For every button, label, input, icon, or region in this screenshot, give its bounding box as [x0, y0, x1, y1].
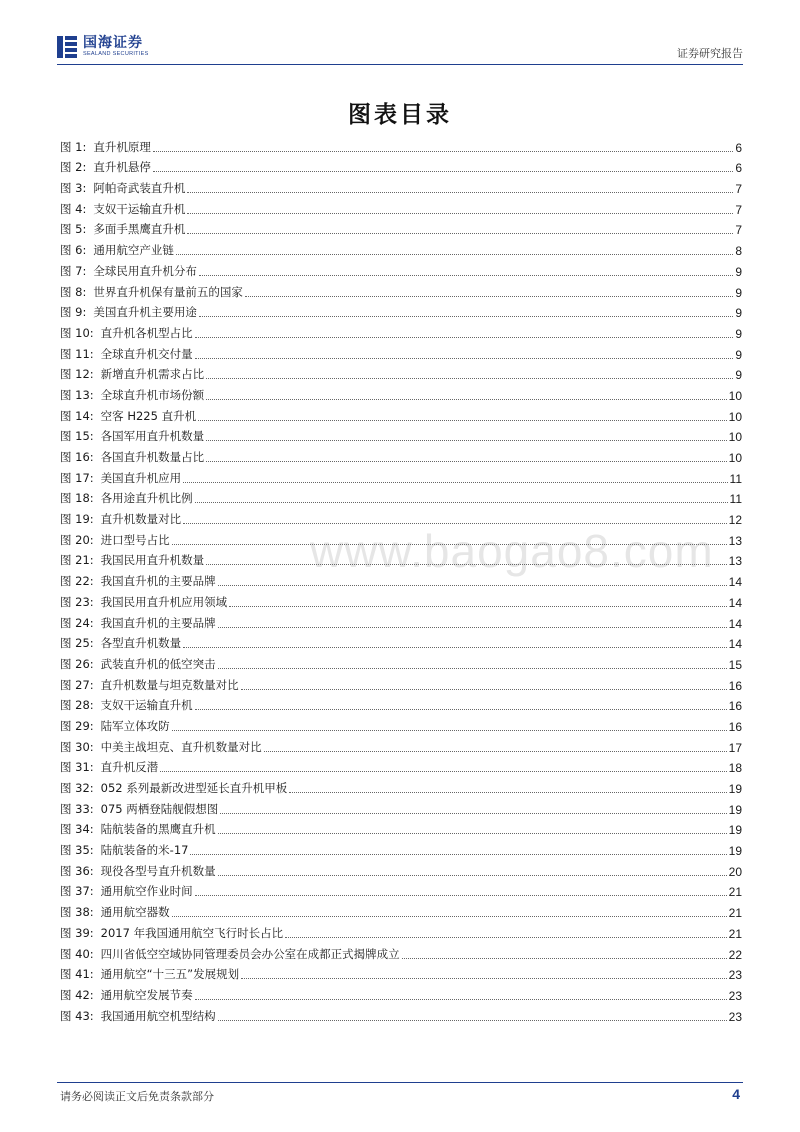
- toc-entry[interactable]: [60, 320, 742, 341]
- toc-figure-title: 多面手黑鹰直升机: [93, 222, 186, 237]
- toc-entry[interactable]: [60, 424, 742, 445]
- toc-dot-leader: [218, 627, 727, 628]
- toc-page-number: 6: [735, 140, 742, 155]
- toc-page-number: 21: [728, 906, 742, 921]
- toc-figure-label: 图 6:: [60, 243, 87, 258]
- toc-page-number: 14: [728, 595, 742, 610]
- toc-page-number: 17: [728, 740, 742, 755]
- toc-dot-leader: [206, 440, 726, 441]
- toc-page-number: 21: [728, 885, 742, 900]
- toc-figure-title: 直升机原理: [93, 139, 151, 154]
- toc-page-number: 20: [728, 864, 742, 879]
- toc-page-number: 23: [728, 968, 742, 983]
- toc-page-number: 22: [728, 947, 742, 962]
- toc-page-number: 19: [728, 823, 742, 838]
- toc-figure-title: 075 两栖登陆舰假想图: [100, 801, 219, 816]
- toc-dot-leader: [190, 854, 726, 855]
- toc-figure-title: 陆航装备的黑鹰直升机: [100, 822, 216, 837]
- toc-dot-leader: [183, 523, 726, 524]
- toc-dot-leader: [198, 420, 727, 421]
- toc-dot-leader: [195, 502, 728, 503]
- toc-dot-leader: [176, 254, 733, 255]
- toc-figure-label: 图 37:: [60, 884, 94, 899]
- toc-dot-leader: [195, 337, 734, 338]
- toc-dot-leader: [153, 151, 733, 152]
- toc-dot-leader: [402, 958, 727, 959]
- toc-figure-title: 陆航装备的米-17: [100, 843, 189, 858]
- toc-entry[interactable]: [60, 589, 742, 610]
- toc-entry[interactable]: [60, 341, 742, 362]
- toc-entry[interactable]: [60, 858, 742, 879]
- report-type-label: 证券研究报告: [677, 47, 743, 60]
- toc-figure-title: 新增直升机需求占比: [100, 367, 205, 382]
- toc-figure-label: 图 28:: [60, 698, 94, 713]
- toc-figure-label: 图 20:: [60, 532, 94, 547]
- toc-entry[interactable]: [60, 1003, 742, 1024]
- toc-entry[interactable]: [60, 941, 742, 962]
- toc-page-number: 7: [735, 223, 742, 238]
- toc-entry[interactable]: [60, 920, 742, 941]
- toc-figure-label: 图 40:: [60, 946, 94, 961]
- toc-entry[interactable]: [60, 382, 742, 403]
- toc-figure-label: 图 2:: [60, 160, 87, 175]
- toc-entry[interactable]: [60, 258, 742, 279]
- toc-entry[interactable]: [60, 817, 742, 838]
- toc-figure-label: 图 38:: [60, 905, 94, 920]
- toc-figure-label: 图 4:: [60, 201, 87, 216]
- toc-figure-title: 直升机悬停: [93, 160, 151, 175]
- header-divider: [57, 64, 743, 65]
- toc-figure-title: 我国通用航空机型结构: [100, 1008, 216, 1023]
- toc-figure-title: 中美主战坦克、直升机数量对比: [100, 739, 262, 754]
- toc-entry[interactable]: [60, 217, 742, 238]
- toc-figure-label: 图 35:: [60, 843, 94, 858]
- toc-dot-leader: [187, 213, 733, 214]
- toc-figure-title: 全球直升机市场份额: [100, 387, 205, 402]
- toc-figure-title: 美国直升机应用: [100, 470, 182, 485]
- toc-page-number: 19: [728, 782, 742, 796]
- toc-figure-title: 陆军立体攻防: [100, 718, 170, 733]
- toc-page-number: 23: [728, 988, 742, 1003]
- toc-entry[interactable]: [60, 527, 742, 548]
- toc-dot-leader: [218, 875, 727, 876]
- toc-dot-leader: [241, 978, 727, 979]
- toc-entry[interactable]: [60, 962, 742, 983]
- toc-figure-title: 我国民用直升机数量: [100, 553, 205, 568]
- toc-page-number: 16: [728, 699, 742, 714]
- watermark: www.baogao8.com: [310, 525, 714, 577]
- toc-figure-title: 美国直升机主要用途: [93, 305, 197, 320]
- page-title: 图表目录: [348, 101, 452, 128]
- toc-dot-leader: [229, 606, 726, 607]
- toc-entry[interactable]: [60, 279, 742, 300]
- toc-entry[interactable]: [60, 237, 742, 258]
- toc-figure-title: 各用途直升机比例: [100, 491, 193, 506]
- toc-figure-title: 052 系列最新改进型延长直升机甲板: [100, 781, 288, 795]
- toc-figure-label: 图 15:: [60, 429, 94, 444]
- toc-figure-label: 图 19:: [60, 512, 94, 527]
- toc-figure-title: 通用航空发展节奏: [100, 987, 193, 1002]
- toc-figure-label: 图 26:: [60, 656, 94, 671]
- toc-figure-title: 直升机数量与坦克数量对比: [100, 677, 239, 692]
- toc-figure-title: 支奴干运输直升机: [93, 201, 186, 216]
- toc-dot-leader: [183, 482, 727, 483]
- toc-page-number: 9: [735, 264, 742, 279]
- toc-page-number: 10: [728, 409, 742, 424]
- toc-page-number: 11: [729, 471, 742, 486]
- toc-page-number: 10: [728, 430, 742, 445]
- logo-english-name: SEALAND SECURITIES: [83, 51, 149, 58]
- toc-figure-label: 图 34:: [60, 822, 94, 837]
- toc-figure-label: 图 12:: [60, 367, 94, 382]
- toc-dot-leader: [172, 730, 727, 731]
- toc-page-number: 19: [728, 802, 742, 817]
- toc-entry[interactable]: [60, 300, 742, 321]
- toc-page-number: 14: [728, 637, 742, 652]
- toc-dot-leader: [218, 1020, 727, 1021]
- toc-dot-leader: [218, 585, 727, 586]
- toc-figure-title: 全球民用直升机分布: [93, 263, 197, 278]
- toc-figure-title: 通用航空作业时间: [100, 884, 193, 899]
- toc-entry[interactable]: [60, 631, 742, 652]
- toc-entry[interactable]: [60, 506, 742, 527]
- toc-entry[interactable]: [60, 444, 742, 465]
- toc-figure-title: 支奴干运输直升机: [100, 698, 193, 713]
- toc-dot-leader: [187, 192, 733, 193]
- toc-entry[interactable]: [60, 755, 742, 776]
- toc-figure-title: 直升机各机型占比: [100, 325, 193, 340]
- toc-entry[interactable]: [60, 465, 742, 486]
- toc-page-number: 9: [735, 347, 742, 362]
- toc-entry[interactable]: [60, 693, 742, 714]
- toc-figure-title: 各国直升机数量占比: [100, 450, 205, 464]
- toc-figure-label: 图 16:: [60, 450, 94, 464]
- toc-dot-leader: [245, 296, 733, 297]
- toc-dot-leader: [206, 378, 733, 379]
- toc-dot-leader: [153, 171, 733, 172]
- toc-figure-label: 图 30:: [60, 739, 94, 754]
- toc-figure-title: 四川省低空空域协同管理委员会办公室在成都正式揭牌成立: [100, 946, 400, 961]
- toc-figure-label: 图 10:: [60, 325, 94, 340]
- toc-figure-title: 我国直升机的主要品牌: [100, 615, 216, 630]
- toc-entry[interactable]: [60, 734, 742, 755]
- toc-figure-label: 图 9:: [60, 305, 87, 320]
- toc-figure-label: 图 33:: [60, 801, 94, 816]
- toc-page-number: 10: [728, 451, 742, 465]
- toc-figure-label: 图 11:: [60, 346, 94, 361]
- toc-entry[interactable]: [60, 175, 742, 196]
- toc-page-number: 13: [728, 533, 742, 548]
- toc-page-number: 18: [728, 761, 742, 776]
- toc-figure-label: 图 21:: [60, 553, 94, 568]
- toc-dot-leader: [183, 647, 726, 648]
- toc-figure-label: 图 17:: [60, 470, 94, 485]
- toc-figure-title: 阿帕奇武装直升机: [93, 181, 186, 196]
- toc-page-number: 9: [735, 306, 742, 321]
- toc-figure-title: 通用航空“十三五”发展规划: [100, 967, 240, 982]
- page-number: 4: [732, 1086, 740, 1102]
- toc-dot-leader: [206, 399, 726, 400]
- toc-dot-leader: [206, 564, 726, 565]
- toc-dot-leader: [195, 358, 734, 359]
- toc-figure-label: 图 3:: [60, 181, 87, 196]
- toc-dot-leader: [172, 916, 727, 917]
- toc-entry[interactable]: [60, 713, 742, 734]
- logo-chinese-name: 国海证券: [83, 35, 143, 52]
- toc-dot-leader: [289, 792, 726, 793]
- toc-page-number: 7: [735, 202, 742, 217]
- toc-figure-title: 世界直升机保有量前五的国家: [93, 284, 243, 299]
- toc-figure-label: 图 18:: [60, 491, 94, 506]
- toc-dot-leader: [199, 316, 733, 317]
- toc-figure-label: 图 41:: [60, 967, 94, 982]
- toc-entry[interactable]: [60, 196, 742, 217]
- toc-page-number: 10: [728, 388, 742, 403]
- toc-entry[interactable]: [60, 672, 742, 693]
- toc-figure-title: 2017 年我国通用航空飞行时长占比: [100, 925, 284, 940]
- toc-entry[interactable]: [60, 879, 742, 900]
- toc-entry[interactable]: [60, 362, 742, 383]
- toc-figure-label: 图 25:: [60, 636, 94, 651]
- toc-figure-label: 图 23:: [60, 594, 94, 609]
- toc-figure-label: 图 39:: [60, 925, 94, 940]
- toc-figure-title: 各国军用直升机数量: [100, 429, 205, 444]
- toc-figure-title: 各型直升机数量: [100, 636, 182, 651]
- toc-entry[interactable]: [60, 568, 742, 589]
- toc-figure-label: 图 36:: [60, 863, 94, 878]
- toc-figure-label: 图 5:: [60, 222, 87, 237]
- toc-figure-label: 图 42:: [60, 987, 94, 1002]
- toc-dot-leader: [206, 461, 726, 462]
- toc-figure-title: 空客 H225 直升机: [100, 408, 197, 423]
- footer-disclaimer: 请务必阅读正文后免责条款部分: [60, 1090, 214, 1103]
- toc-dot-leader: [218, 833, 727, 834]
- toc-figure-title: 通用航空产业链: [93, 243, 174, 258]
- toc-entry[interactable]: [60, 610, 742, 631]
- toc-page-number: 11: [729, 492, 742, 507]
- toc-figure-label: 图 27:: [60, 677, 94, 692]
- toc-page-number: 12: [728, 513, 742, 528]
- toc-dot-leader: [160, 771, 726, 772]
- toc-figure-label: 图 1:: [60, 139, 87, 154]
- toc-figure-label: 图 31:: [60, 760, 94, 775]
- toc-figure-label: 图 13:: [60, 387, 94, 402]
- toc-page-number: 14: [728, 616, 742, 631]
- toc-page-number: 14: [728, 575, 742, 590]
- toc-page-number: 23: [728, 1009, 742, 1024]
- toc-entry[interactable]: [60, 796, 742, 817]
- toc-dot-leader: [195, 895, 727, 896]
- toc-entry[interactable]: [60, 548, 742, 569]
- toc-entry[interactable]: [60, 899, 742, 920]
- toc-dot-leader: [285, 937, 727, 938]
- toc-figure-title: 现役各型号直升机数量: [100, 863, 216, 878]
- toc-figure-title: 直升机反潜: [100, 760, 159, 775]
- toc-page-number: 9: [735, 285, 742, 300]
- toc-page-number: 19: [728, 844, 742, 859]
- toc-figure-title: 通用航空器数: [100, 905, 170, 920]
- toc-entry[interactable]: [60, 486, 742, 507]
- toc-page-number: 9: [735, 368, 742, 383]
- toc-figure-label: 图 29:: [60, 718, 94, 733]
- toc-page-number: 7: [735, 182, 742, 197]
- toc-figure-label: 图 14:: [60, 408, 94, 423]
- company-logo: [57, 36, 149, 58]
- toc-figure-label: 图 8:: [60, 284, 87, 299]
- toc-entry[interactable]: [60, 982, 742, 1003]
- toc-entry[interactable]: [60, 403, 742, 424]
- toc-figure-title: 进口型号占比: [100, 532, 170, 547]
- toc-dot-leader: [195, 999, 727, 1000]
- toc-figure-label: 图 32:: [60, 781, 94, 795]
- toc-page-number: 13: [728, 554, 742, 569]
- toc-entry[interactable]: [60, 155, 742, 176]
- toc-entry[interactable]: [60, 775, 742, 796]
- toc-dot-leader: [195, 709, 727, 710]
- toc-figure-label: 图 22:: [60, 574, 94, 589]
- toc-entry[interactable]: [60, 651, 742, 672]
- toc-dot-leader: [172, 544, 727, 545]
- toc-page-number: 9: [735, 326, 742, 341]
- toc-dot-leader: [199, 275, 733, 276]
- toc-figure-title: 武装直升机的低空突击: [100, 656, 216, 671]
- toc-dot-leader: [241, 689, 727, 690]
- toc-entry[interactable]: [60, 134, 742, 155]
- figure-toc-list: [60, 134, 742, 1024]
- toc-dot-leader: [218, 668, 727, 669]
- page-header: [57, 30, 743, 64]
- toc-page-number: 8: [735, 244, 742, 259]
- footer-divider: [57, 1082, 743, 1083]
- toc-page-number: 16: [728, 719, 742, 734]
- toc-dot-leader: [220, 813, 726, 814]
- toc-page-number: 21: [728, 926, 742, 941]
- toc-figure-label: 图 24:: [60, 615, 94, 630]
- toc-figure-title: 我国直升机的主要品牌: [100, 574, 216, 589]
- toc-figure-title: 直升机数量对比: [100, 512, 182, 527]
- toc-page-number: 15: [728, 657, 742, 672]
- toc-entry[interactable]: [60, 837, 742, 858]
- toc-page-number: 6: [735, 161, 742, 176]
- toc-figure-label: 图 7:: [60, 263, 87, 278]
- toc-figure-title: 我国民用直升机应用领域: [100, 594, 228, 609]
- toc-figure-label: 图 43:: [60, 1008, 94, 1023]
- toc-dot-leader: [187, 233, 733, 234]
- toc-dot-leader: [264, 751, 727, 752]
- toc-figure-title: 全球直升机交付量: [100, 346, 193, 361]
- sealand-logo-icon: [57, 36, 77, 58]
- toc-page-number: 16: [728, 678, 742, 693]
